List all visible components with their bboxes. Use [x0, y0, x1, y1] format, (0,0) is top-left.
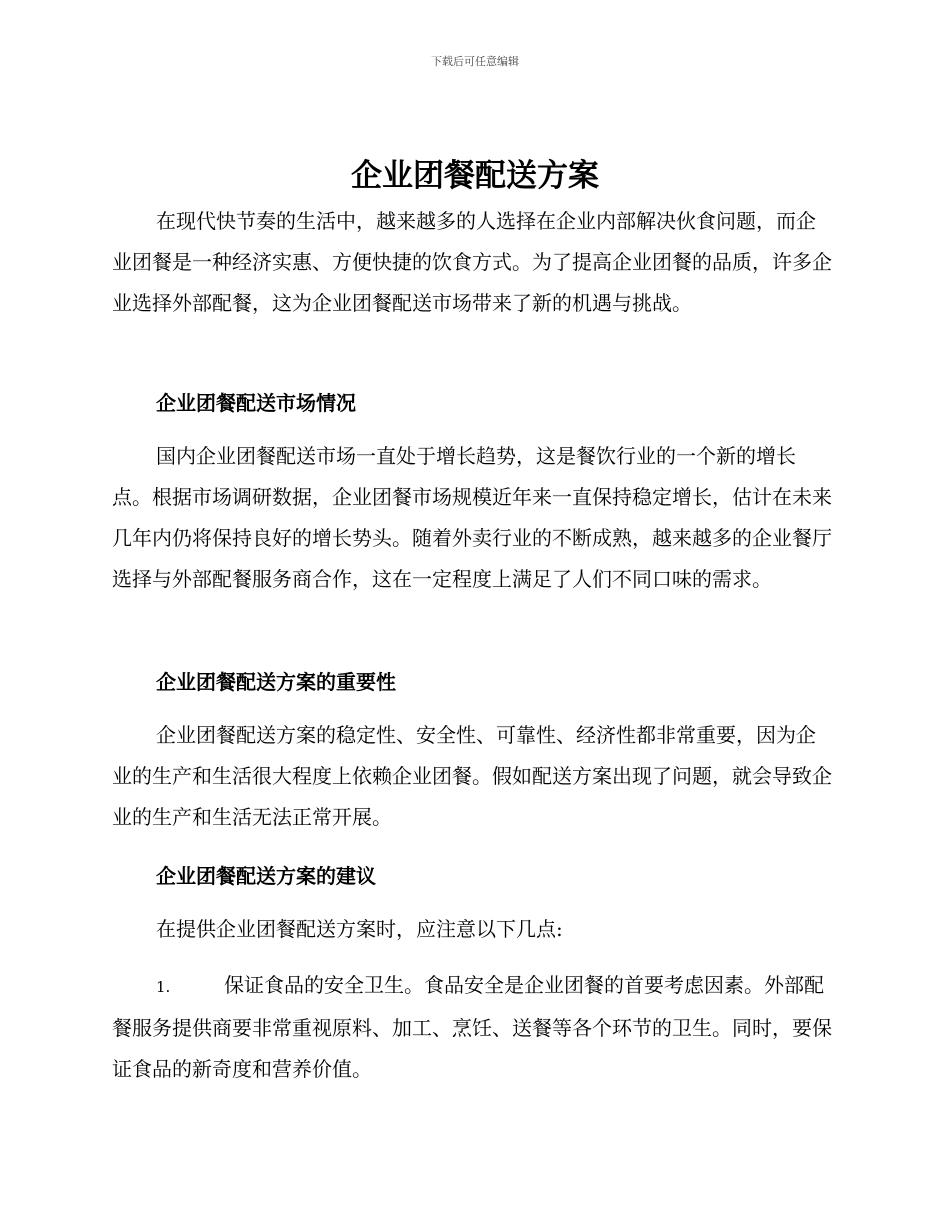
- section-heading-market: 企业团餐配送市场情况: [156, 391, 356, 415]
- list-item-number: 1.: [156, 978, 171, 996]
- intro-paragraph: 在现代快节奏的生活中，越来越多的人选择在企业内部解决伙食问题，而企业团餐是一种经济实惠、方便快捷的饮食方式。为了提高企业团餐的品质，许多企业选择外部配餐，这为企业团餐配送市场带来了新的机遇与挑战。: [112, 209, 832, 315]
- list-item: [112, 965, 834, 1090]
- section-paragraph-market: 国内企业团餐配送市场一直处于增长趋势，这是餐饮行业的一个新的增长点。根据市场调研数据，企业团餐市场规模近年来一直保持稳定增长，估计在未来几年内仍将保持良好的增长势头。随着外卖行业的不断成熟，越来越多的企业餐厅选择与外部配餐服务商合作，这在一定程度上满足了人们不同口味的需求。: [112, 444, 832, 591]
- document-title: 企业团餐配送方案: [351, 158, 599, 194]
- section-paragraph-importance: 企业团餐配送方案的稳定性、安全性、可靠性、经济性都非常重要，因为企业的生产和生活很大程度上依赖企业团餐。假如配送方案出现了问题，就会导致企业的生产和生活无法正常开展。: [112, 723, 832, 829]
- section-heading-importance: 企业团餐配送方案的重要性: [156, 670, 396, 694]
- section-heading-suggestions: 企业团餐配送方案的建议: [156, 864, 376, 888]
- list-item-text: 保证食品的安全卫生。食品安全是企业团餐的首要考虑因素。外部配餐服务提供商要非常重视原料、加工、烹饪、送餐等各个环节的卫生。同时，要保证食品的新奇度和营养价值。: [112, 973, 832, 1081]
- header-note: 下载后可任意编辑: [431, 55, 519, 68]
- section-paragraph-suggestions: 在提供企业团餐配送方案时，应注意以下几点:: [156, 917, 563, 941]
